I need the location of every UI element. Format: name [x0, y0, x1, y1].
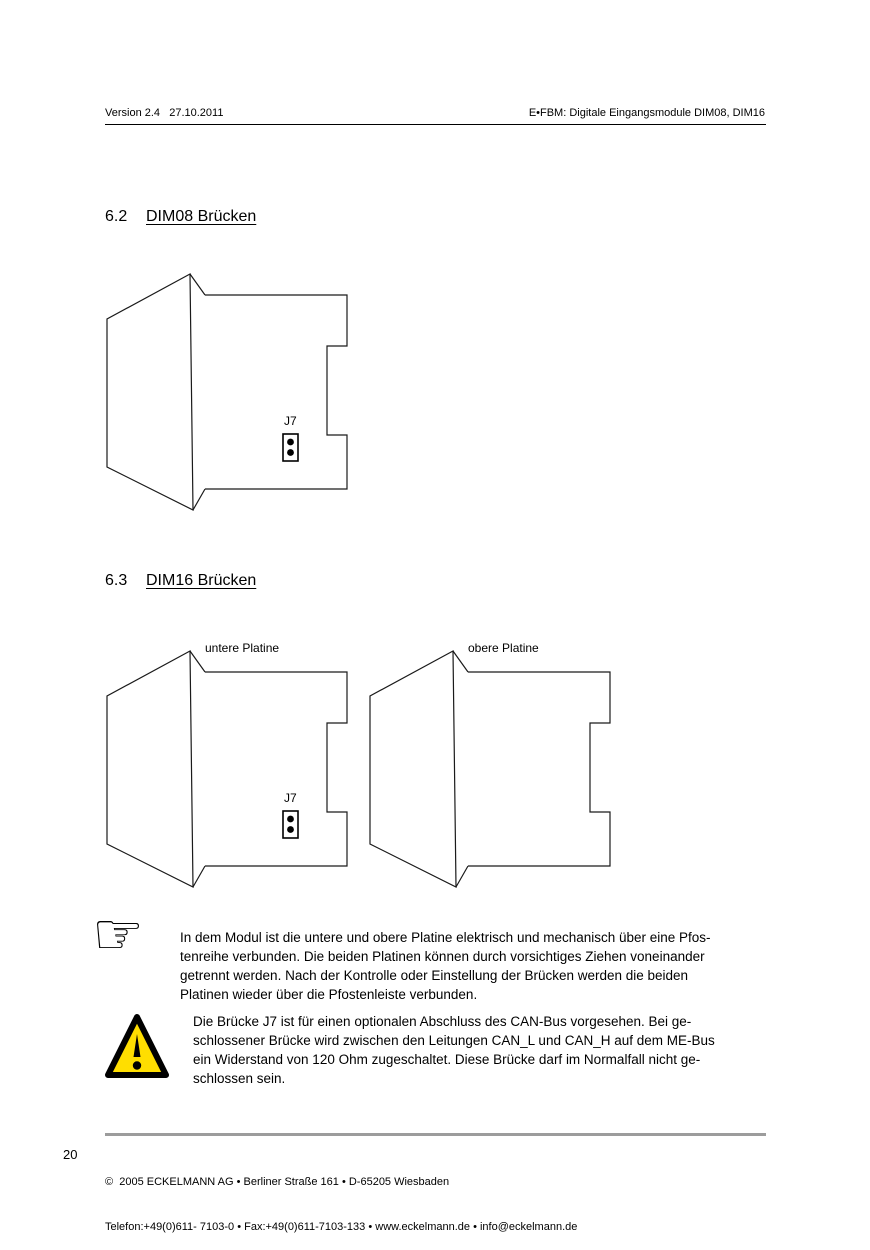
header-doc-title: E•FBM: Digitale Eingangsmodule DIM08, DIM16: [528, 107, 765, 119]
pcb-drawing: [105, 268, 357, 530]
header-version-date: Version 2.4 27.10.2011: [105, 107, 224, 119]
pcb-drawing: [368, 645, 620, 907]
exclamation-dot: [133, 1061, 141, 1069]
note-text: [180, 928, 711, 1004]
warning-line: ein Widerstand von 120 Ohm zugeschaltet. Diese Brücke darf im Normalfall nicht ge-: [193, 1052, 701, 1067]
warning-triangle-icon: [104, 1012, 170, 1084]
section-heading-63: [105, 572, 256, 590]
header-rule: [105, 124, 766, 125]
jumper-pin-bottom: [287, 449, 294, 456]
warning-line: Die Brücke J7 ist für einen optionalen Abschluss des CAN-Bus vorgesehen. Bei ge-: [193, 1014, 692, 1029]
jumper-pin-bottom: [287, 826, 294, 833]
diagram-caption: obere Platine: [468, 641, 539, 655]
note-line: Platinen wieder über die Pfostenleiste verbunden.: [180, 987, 478, 1002]
jumper-j7-group: [283, 414, 298, 461]
pointing-hand-icon: ☞: [92, 902, 144, 967]
page-number: 20: [63, 1147, 78, 1162]
diagram-dim16-upper-board: [368, 632, 620, 894]
warning-line: schlossener Brücke wird zwischen den Leitungen CAN_L und CAN_H auf dem ME-Bus: [193, 1033, 715, 1048]
jumper-pin-top: [287, 439, 294, 446]
note-line: In dem Modul ist die untere und obere Platine elektrisch und mechanisch über eine Pfos-: [180, 930, 711, 945]
front-panel-outline: [107, 274, 193, 510]
jumper-pin-top: [287, 816, 294, 823]
footer-text: [105, 1145, 577, 1250]
footer-contact: Telefon:+49(0)611- 7103-0 • Fax:+49(0)611-7103-133 • www.eckelmann.de • info@eckelmann.de: [105, 1221, 578, 1233]
section-number: 6.2: [105, 208, 128, 225]
warning-text: [193, 1012, 715, 1088]
jumper-icon: [283, 434, 298, 461]
front-panel-outline: [370, 651, 456, 887]
warning-line: schlossen sein.: [193, 1071, 286, 1086]
note-line: tenreihe verbunden. Die beiden Platinen können durch vorsichtiges Ziehen voneinander: [180, 949, 705, 964]
section-title: DIM08 Brücken: [146, 208, 257, 225]
pcb-outline: [468, 672, 610, 866]
diagram-dim08-board: [105, 268, 357, 530]
jumper-icon: [283, 811, 298, 838]
footer-publisher: © 2005 ECKELMANN AG • Berliner Straße 161 • D-65205 Wiesbaden: [105, 1176, 450, 1188]
pcb-outline: [205, 295, 347, 489]
diagram-dim16-lower-board: [105, 632, 357, 894]
front-panel-outline: [107, 651, 193, 887]
diagram-caption: untere Platine: [205, 641, 280, 655]
jumper-j7-group: [283, 791, 298, 838]
section-heading-62: [105, 208, 256, 226]
footer-rule: [105, 1133, 766, 1136]
jumper-label: J7: [284, 414, 297, 428]
section-title: DIM16 Brücken: [146, 572, 257, 589]
jumper-label: J7: [284, 791, 297, 805]
pcb-drawing: [105, 645, 357, 907]
note-line: getrennt werden. Nach der Kontrolle oder Einstellung der Brücken werden die beiden: [180, 968, 689, 983]
pcb-outline: [205, 672, 347, 866]
section-number: 6.3: [105, 572, 128, 589]
